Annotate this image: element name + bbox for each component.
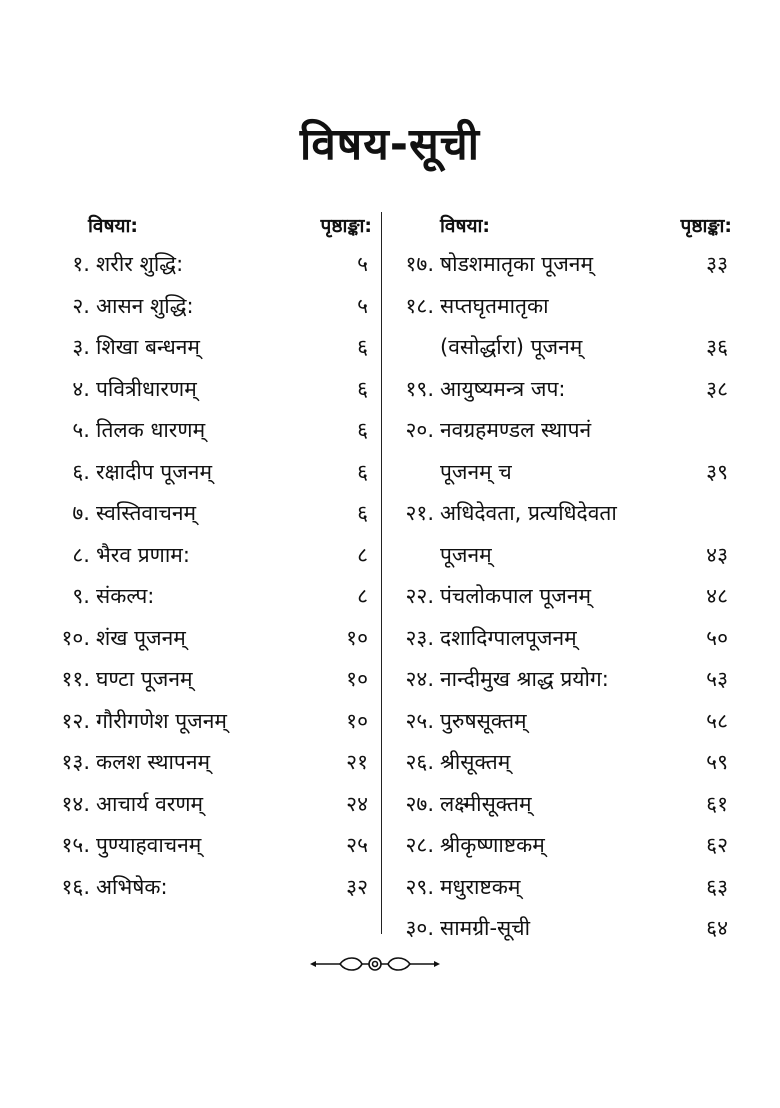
left-entry-list (40, 244, 372, 908)
entry-page-number: ३६ (706, 335, 728, 359)
entry-number: १५. (61, 833, 90, 857)
entry-page-number: १० (346, 708, 368, 733)
entry-number: १३. (61, 750, 90, 774)
page-header: पृष्ठाङ्का: (320, 215, 372, 237)
entry-page-number: ६१ (706, 791, 728, 816)
entry-page-number: ३९ (706, 459, 728, 484)
entry-number: १७. (405, 252, 434, 276)
toc-entry (390, 286, 732, 328)
entry-number: ६. (72, 459, 90, 484)
entry-number: ३०. (405, 916, 434, 940)
entry-number: २२. (405, 584, 434, 608)
toc-entry (390, 784, 732, 826)
toc-entry (390, 908, 732, 950)
entry-title: पुण्याहवाचनम् (96, 833, 202, 857)
entry-title: नान्दीमुख श्राद्ध प्रयोग: (440, 667, 609, 691)
entry-title: पुरुषसूक्तम् (440, 708, 527, 733)
entry-title: पूजनम् च (440, 459, 512, 484)
toc-entry (40, 369, 372, 411)
column-divider (381, 212, 382, 934)
entry-title: (वसोर्द्धारा) पूजनम् (440, 335, 583, 359)
entry-page-number: १० (346, 667, 368, 691)
toc-entry (390, 742, 732, 784)
entry-title: रक्षादीप पूजनम् (96, 459, 213, 484)
entry-page-number: ५ (357, 252, 368, 276)
entry-title: शरीर शुद्धि: (96, 252, 184, 276)
entry-title: संकल्प: (96, 584, 155, 608)
toc-entry (390, 327, 732, 369)
toc-entry (390, 452, 732, 494)
entry-page-number: ६४ (706, 916, 728, 940)
toc-entry (40, 742, 372, 784)
entry-title: स्वस्तिवाचनम् (96, 501, 197, 525)
toc-entry (390, 576, 732, 618)
entry-page-number: ४३ (706, 542, 728, 567)
entry-title: श्रीकृष्णाष्टकम् (440, 833, 545, 857)
entry-number: १८. (405, 293, 434, 318)
entry-number: ३. (72, 335, 90, 359)
entry-title: नवग्रहमण्डल स्थापनं (440, 418, 592, 442)
subject-header: विषया: (88, 215, 139, 237)
scroll-ornament-icon (310, 952, 440, 976)
toc-entry (40, 327, 372, 369)
toc-entry (40, 493, 372, 535)
entry-title: षोडशमातृका पूजनम् (440, 252, 594, 276)
entry-page-number: ६२ (706, 833, 728, 857)
entry-number: २९. (405, 874, 434, 899)
entry-title: सप्तघृतमातृका (440, 293, 549, 318)
subject-header: विषया: (440, 215, 491, 237)
toc-entry (40, 825, 372, 867)
toc-entry (390, 535, 732, 577)
toc-entry (40, 410, 372, 452)
toc-entry (40, 659, 372, 701)
toc-entry (40, 244, 372, 286)
toc-entry (40, 452, 372, 494)
entry-page-number: ५८ (706, 708, 728, 733)
entry-page-number: २५ (346, 833, 368, 857)
entry-title: शंख पूजनम् (96, 625, 186, 650)
entry-page-number: ४८ (706, 584, 728, 608)
entry-title: आसन शुद्धि: (96, 293, 194, 318)
entry-page-number: ३३ (706, 252, 728, 276)
page-header: पृष्ठाङ्का: (680, 215, 732, 237)
entry-page-number: ६३ (706, 874, 728, 899)
entry-title: भैरव प्रणाम: (96, 542, 190, 567)
entry-title: गौरीगणेश पूजनम् (96, 708, 227, 733)
entry-title: दशादिग्पालपूजनम् (440, 625, 577, 650)
toc-entry (390, 618, 732, 660)
toc-left-column (40, 212, 372, 908)
toc-entry (390, 493, 732, 535)
toc-entry (390, 825, 732, 867)
entry-page-number: १० (346, 625, 368, 650)
entry-number: ८. (72, 542, 90, 567)
entry-title: पंचलोकपाल पूजनम् (440, 584, 592, 608)
entry-number: ४. (72, 376, 90, 401)
entry-number: २८. (405, 833, 434, 857)
entry-title: पवित्रीधारणम् (96, 376, 197, 401)
entry-number: १. (72, 252, 90, 276)
toc-entry (40, 867, 372, 909)
entry-title: घण्टा पूजनम् (96, 667, 193, 691)
entry-page-number: ३८ (706, 376, 728, 401)
toc-entry (390, 369, 732, 411)
entry-page-number: ८ (357, 542, 368, 567)
entry-page-number: २१ (346, 750, 368, 774)
entry-number: २४. (405, 667, 434, 691)
entry-title: आयुष्यमन्त्र जप: (440, 376, 566, 401)
page-title: विषय-सूची (299, 119, 481, 170)
entry-number: १४. (61, 791, 90, 816)
entry-number: २६. (405, 750, 434, 774)
entry-page-number: ६ (357, 418, 368, 442)
entry-title: तिलक धारणम् (96, 418, 206, 442)
toc-entry (40, 701, 372, 743)
entry-page-number: ३२ (346, 874, 368, 899)
entry-page-number: ५ (357, 293, 368, 318)
toc-entry (40, 576, 372, 618)
entry-number: २७. (405, 791, 434, 816)
entry-title: पूजनम् (440, 542, 492, 567)
entry-number: २. (72, 293, 90, 318)
entry-title: लक्ष्मीसूक्तम् (440, 791, 532, 816)
entry-number: २०. (405, 418, 434, 442)
entry-page-number: ५० (706, 625, 728, 650)
right-entry-list (390, 244, 732, 950)
toc-entry (390, 701, 732, 743)
entry-title: सामग्री-सूची (440, 916, 531, 940)
entry-title: अधिदेवता, प्रत्यधिदेवता (440, 501, 617, 525)
entry-number: २५. (405, 708, 434, 733)
entry-page-number: ६ (357, 501, 368, 525)
toc-entry (40, 286, 372, 328)
right-header-row (390, 212, 732, 244)
entry-number: १६. (61, 874, 90, 899)
entry-page-number: ८ (357, 584, 368, 608)
entry-number: १०. (61, 625, 90, 650)
toc-entry (40, 535, 372, 577)
entry-page-number: २४ (346, 791, 368, 816)
entry-page-number: ६ (357, 459, 368, 484)
toc-entry (390, 659, 732, 701)
entry-page-number: ५९ (706, 750, 728, 774)
left-header-row (40, 212, 372, 244)
toc-right-column (390, 212, 732, 950)
entry-number: २३. (405, 625, 434, 650)
entry-title: मधुराष्टकम् (440, 874, 521, 899)
entry-number: ९. (72, 584, 90, 608)
entry-page-number: ६ (357, 376, 368, 401)
entry-title: श्रीसूक्तम् (440, 750, 511, 774)
toc-entry (390, 867, 732, 909)
entry-number: ७. (72, 501, 90, 525)
entry-page-number: ५३ (706, 667, 728, 691)
entry-page-number: ६ (357, 335, 368, 359)
toc-entry (390, 410, 732, 452)
toc-entry (40, 618, 372, 660)
entry-title: शिखा बन्धनम् (96, 335, 200, 359)
entry-number: २१. (405, 501, 434, 525)
toc-entry (390, 244, 732, 286)
entry-number: १९. (405, 376, 434, 401)
entry-title: कलश स्थापनम् (96, 750, 211, 774)
entry-title: अभिषेक: (96, 874, 168, 899)
entry-number: ११. (61, 667, 90, 691)
entry-number: १२. (61, 708, 90, 733)
entry-title: आचार्य वरणम् (96, 791, 204, 816)
toc-entry (40, 784, 372, 826)
entry-number: ५. (72, 418, 90, 442)
